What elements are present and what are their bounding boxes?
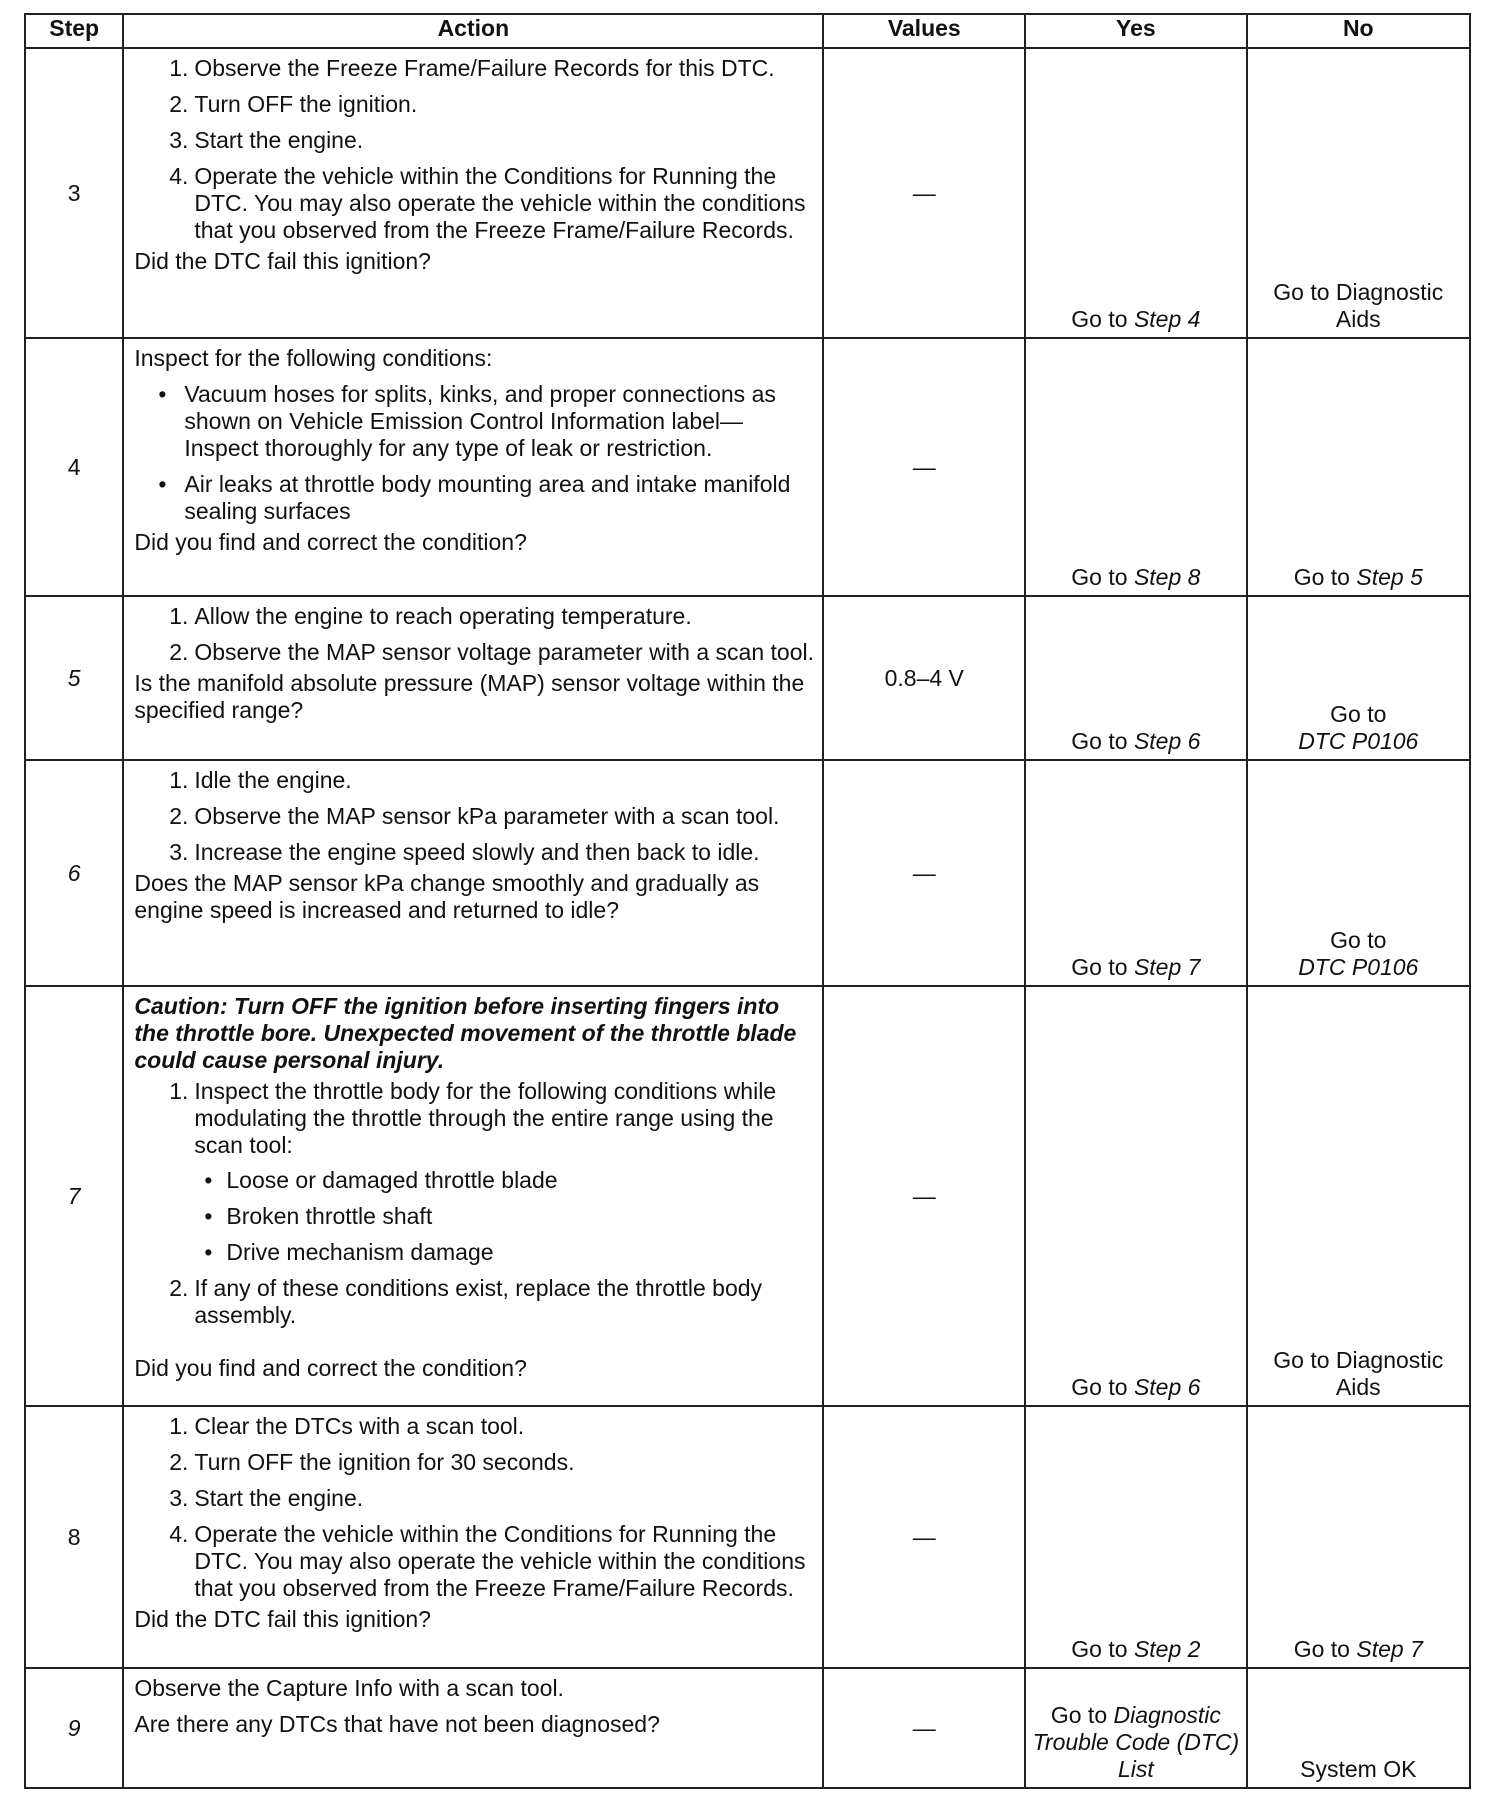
list-item: • Vacuum hoses for splits, kinks, and proper connections as shown on Vehicle Emission Control Information label—Inspect thoroughly for any type of leak or restriction. bbox=[158, 381, 776, 461]
yes-cell: Go to Step 4 bbox=[1025, 48, 1246, 338]
step-reference: Step 6 bbox=[1133, 1374, 1201, 1400]
action-cell bbox=[123, 760, 823, 986]
list-item: • Drive mechanism damage bbox=[204, 1239, 494, 1265]
no-cell: Go to Diagnostic Aids bbox=[1247, 48, 1470, 338]
action-step: 2. Observe the MAP sensor voltage parameter with a scan tool. bbox=[169, 639, 814, 665]
action-step: 3. Start the engine. bbox=[169, 127, 364, 153]
action-cell bbox=[123, 1406, 823, 1668]
step-reference: Step 8 bbox=[1133, 564, 1201, 590]
action-step: 1. Observe the Freeze Frame/Failure Records for this DTC. bbox=[169, 55, 775, 81]
action-question: Did you find and correct the condition? bbox=[134, 1355, 527, 1381]
no-cell: Go to DTC P0106 bbox=[1247, 760, 1470, 986]
action-cell bbox=[123, 338, 823, 596]
action-cell bbox=[123, 48, 823, 338]
action-question: Does the MAP sensor kPa change smoothly and gradually as engine speed is increased and returned to idle? bbox=[134, 870, 760, 923]
step-number: 9 bbox=[25, 1668, 123, 1788]
action-step: 3. Increase the engine speed slowly and then back to idle. bbox=[169, 839, 760, 865]
action-steps bbox=[134, 55, 814, 244]
list-item: • Broken throttle shaft bbox=[204, 1203, 433, 1229]
no-cell: System OK bbox=[1247, 1668, 1470, 1788]
table-row bbox=[25, 338, 1470, 596]
action-question: Did the DTC fail this ignition? bbox=[134, 248, 431, 274]
value-cell: — bbox=[823, 48, 1025, 338]
action-steps bbox=[134, 1413, 814, 1602]
step-number: 3 bbox=[25, 48, 123, 338]
action-question: Are there any DTCs that have not been diagnosed? bbox=[134, 1711, 660, 1737]
action-step: 3. Start the engine. bbox=[169, 1485, 364, 1511]
step-number: 7 bbox=[25, 986, 123, 1406]
no-cell: Go to Diagnostic Aids bbox=[1247, 986, 1470, 1406]
table-row bbox=[25, 1406, 1470, 1668]
action-steps bbox=[134, 767, 814, 866]
header-yes: Yes bbox=[1025, 14, 1246, 48]
action-steps bbox=[134, 603, 814, 666]
action-step: 1. Inspect the throttle body for the following conditions while modulating the throttle through the entire range using the scan tool: • Loose or damaged throttle blade • Broken throttle shaft • Drive mechanism damage bbox=[134, 1078, 814, 1266]
header-step: Step bbox=[25, 14, 123, 48]
action-step: 4. Operate the vehicle within the Conditions for Running the DTC. You may also operate the vehicle within the conditions that you observed from the Freeze Frame/Failure Records. bbox=[169, 163, 806, 243]
value-cell: 0.8–4 V bbox=[823, 596, 1025, 760]
table-row bbox=[25, 596, 1470, 760]
throttle-condition-list bbox=[194, 1167, 814, 1266]
action-step: 2. If any of these conditions exist, replace the throttle body assembly. bbox=[169, 1275, 763, 1328]
yes-cell: Go to Step 7 bbox=[1025, 760, 1246, 986]
list-item: • Air leaks at throttle body mounting area and intake manifold sealing surfaces bbox=[158, 471, 791, 524]
table-row bbox=[25, 986, 1470, 1406]
action-step: 2. Observe the MAP sensor kPa parameter with a scan tool. bbox=[169, 803, 780, 829]
action-question: Did the DTC fail this ignition? bbox=[134, 1606, 431, 1632]
step-reference: Step 4 bbox=[1133, 306, 1201, 332]
action-cell bbox=[123, 1668, 823, 1788]
table-row bbox=[25, 760, 1470, 986]
action-steps bbox=[134, 1078, 814, 1329]
step-number: 4 bbox=[25, 338, 123, 596]
table-header-row bbox=[25, 14, 1470, 48]
yes-cell: Go to Step 6 bbox=[1025, 986, 1246, 1406]
list-item: • Loose or damaged throttle blade bbox=[204, 1167, 558, 1193]
value-cell: — bbox=[823, 986, 1025, 1406]
action-step: 2. Turn OFF the ignition for 30 seconds. bbox=[169, 1449, 575, 1475]
yes-cell: Go to Step 6 bbox=[1025, 596, 1246, 760]
step-reference: Step 7 bbox=[1356, 1636, 1423, 1662]
yes-cell: Go to Step 2 bbox=[1025, 1406, 1246, 1668]
condition-list bbox=[134, 381, 814, 525]
action-question: Did you find and correct the condition? bbox=[134, 529, 527, 555]
diagnostic-table bbox=[24, 13, 1471, 1789]
action-cell bbox=[123, 596, 823, 760]
step-reference: Step 7 bbox=[1133, 954, 1201, 980]
no-cell: Go to Step 7 bbox=[1247, 1406, 1470, 1668]
step-reference: Step 6 bbox=[1133, 728, 1201, 754]
dtc-reference: DTC P0106 bbox=[1298, 728, 1419, 754]
action-step: 4. Operate the vehicle within the Conditions for Running the DTC. You may also operate the vehicle within the conditions that you observed from the Freeze Frame/Failure Records. bbox=[169, 1521, 806, 1601]
value-cell: — bbox=[823, 1668, 1025, 1788]
value-cell: — bbox=[823, 1406, 1025, 1668]
yes-cell: Go to Step 8 bbox=[1025, 338, 1246, 596]
action-cell bbox=[123, 986, 823, 1406]
action-step: 1. Allow the engine to reach operating temperature. bbox=[169, 603, 692, 629]
step-number: 5 bbox=[25, 596, 123, 760]
header-no: No bbox=[1247, 14, 1470, 48]
step-reference: Step 5 bbox=[1356, 564, 1423, 590]
header-values: Values bbox=[823, 14, 1025, 48]
no-cell: Go to DTC P0106 bbox=[1247, 596, 1470, 760]
action-step: 1. Idle the engine. bbox=[169, 767, 352, 793]
dtc-reference: DTC P0106 bbox=[1298, 954, 1419, 980]
action-intro: Observe the Capture Info with a scan tool. bbox=[134, 1675, 564, 1701]
diagnostic-page bbox=[24, 13, 1471, 1789]
action-step: 2. Turn OFF the ignition. bbox=[169, 91, 418, 117]
value-cell: — bbox=[823, 338, 1025, 596]
caution-note: Caution: Turn OFF the ignition before inserting fingers into the throttle bore. Unexpected movement of the throttle blade could cause personal injury. bbox=[134, 993, 797, 1073]
action-intro: Inspect for the following conditions: bbox=[134, 345, 493, 371]
action-step: 1. Clear the DTCs with a scan tool. bbox=[169, 1413, 525, 1439]
table-row bbox=[25, 48, 1470, 338]
table-row bbox=[25, 1668, 1470, 1788]
step-number: 8 bbox=[25, 1406, 123, 1668]
dtc-list-reference: Diagnostic Trouble Code (DTC) List bbox=[1032, 1702, 1240, 1782]
step-reference: Step 2 bbox=[1133, 1636, 1201, 1662]
yes-cell: Go to Diagnostic Trouble Code (DTC) List bbox=[1025, 1668, 1246, 1788]
step-number: 6 bbox=[25, 760, 123, 986]
no-cell: Go to Step 5 bbox=[1247, 338, 1470, 596]
header-action: Action bbox=[123, 14, 823, 48]
value-cell: — bbox=[823, 760, 1025, 986]
action-question: Is the manifold absolute pressure (MAP) sensor voltage within the specified range? bbox=[134, 670, 805, 723]
